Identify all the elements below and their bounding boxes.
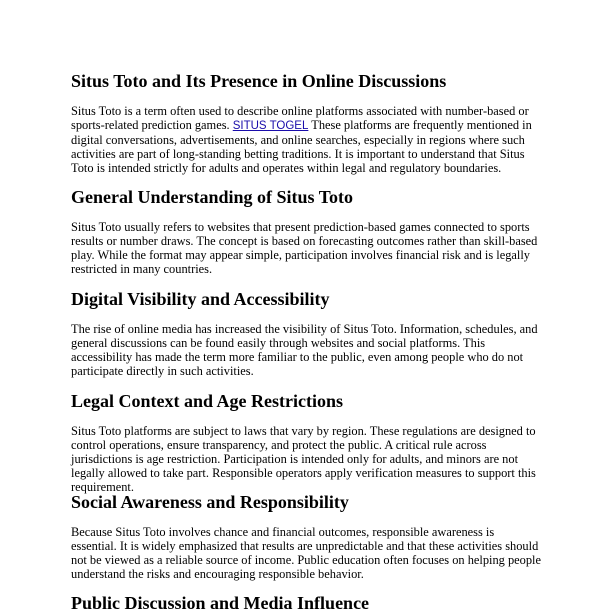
section-heading: General Understanding of Situs Toto xyxy=(71,187,354,207)
intro-text-before-link: Situs Toto is a term often used to describe online platforms associated with number-based or sports-related prediction games. xyxy=(71,104,529,133)
section-heading: Legal Context and Age Restrictions xyxy=(71,391,343,411)
section-legal-context xyxy=(71,390,541,494)
intro-text-after-link: These platforms are frequently mentioned in digital conversations, advertisements, and online searches, especially in regions where such activities are part of long-standing betting traditions. It is important to understand that Situs Toto is intended strictly for adults and operates within legal and regulatory boundaries. xyxy=(71,118,532,176)
section-heading: Social Awareness and Responsibility xyxy=(71,492,349,512)
intro-paragraph xyxy=(71,104,541,175)
section-general-understanding xyxy=(71,186,541,276)
section-body: Situs Toto platforms are subject to laws that vary by region. These regulations are designed to control operations, ensure transparency, and protect the public. A critical rule across jurisdictions is age restriction. Participation is intended only for adults, and minors are not legally allowed to take part. Responsible operators apply verification measures to support this requirement. xyxy=(71,424,536,495)
section-heading: Public Discussion and Media Influence xyxy=(71,593,370,613)
section-body: The rise of online media has increased the visibility of Situs Toto. Information, schedules, and general discussions can be found easily through websites and social platforms. This accessibility has made the term more familiar to the public, even among people who do not participate directly in such activities. xyxy=(71,322,538,379)
section-digital-visibility xyxy=(71,288,541,378)
page-title: Situs Toto and Its Presence in Online Discussions xyxy=(71,71,447,91)
situs-togel-link[interactable]: SITUS TOGEL xyxy=(232,120,309,133)
section-body: Situs Toto usually refers to websites that present prediction-based games connected to sports results or number draws. The concept is based on forecasting outcomes rather than skill-based play. While the format may appear simple, participation involves financial risk and is legally restricted in many countries. xyxy=(71,220,538,277)
section-body: Because Situs Toto involves chance and financial outcomes, responsible awareness is essential. It is widely emphasized that results are unpredictable and that these activities should not be viewed as a reliable source of income. Public education often focuses on helping people understand the risks and encouraging responsible behavior. xyxy=(71,525,542,582)
section-social-awareness xyxy=(71,491,541,581)
section-heading: Digital Visibility and Accessibility xyxy=(71,289,330,309)
intro-text xyxy=(71,104,541,175)
section-public-discussion xyxy=(71,592,541,614)
